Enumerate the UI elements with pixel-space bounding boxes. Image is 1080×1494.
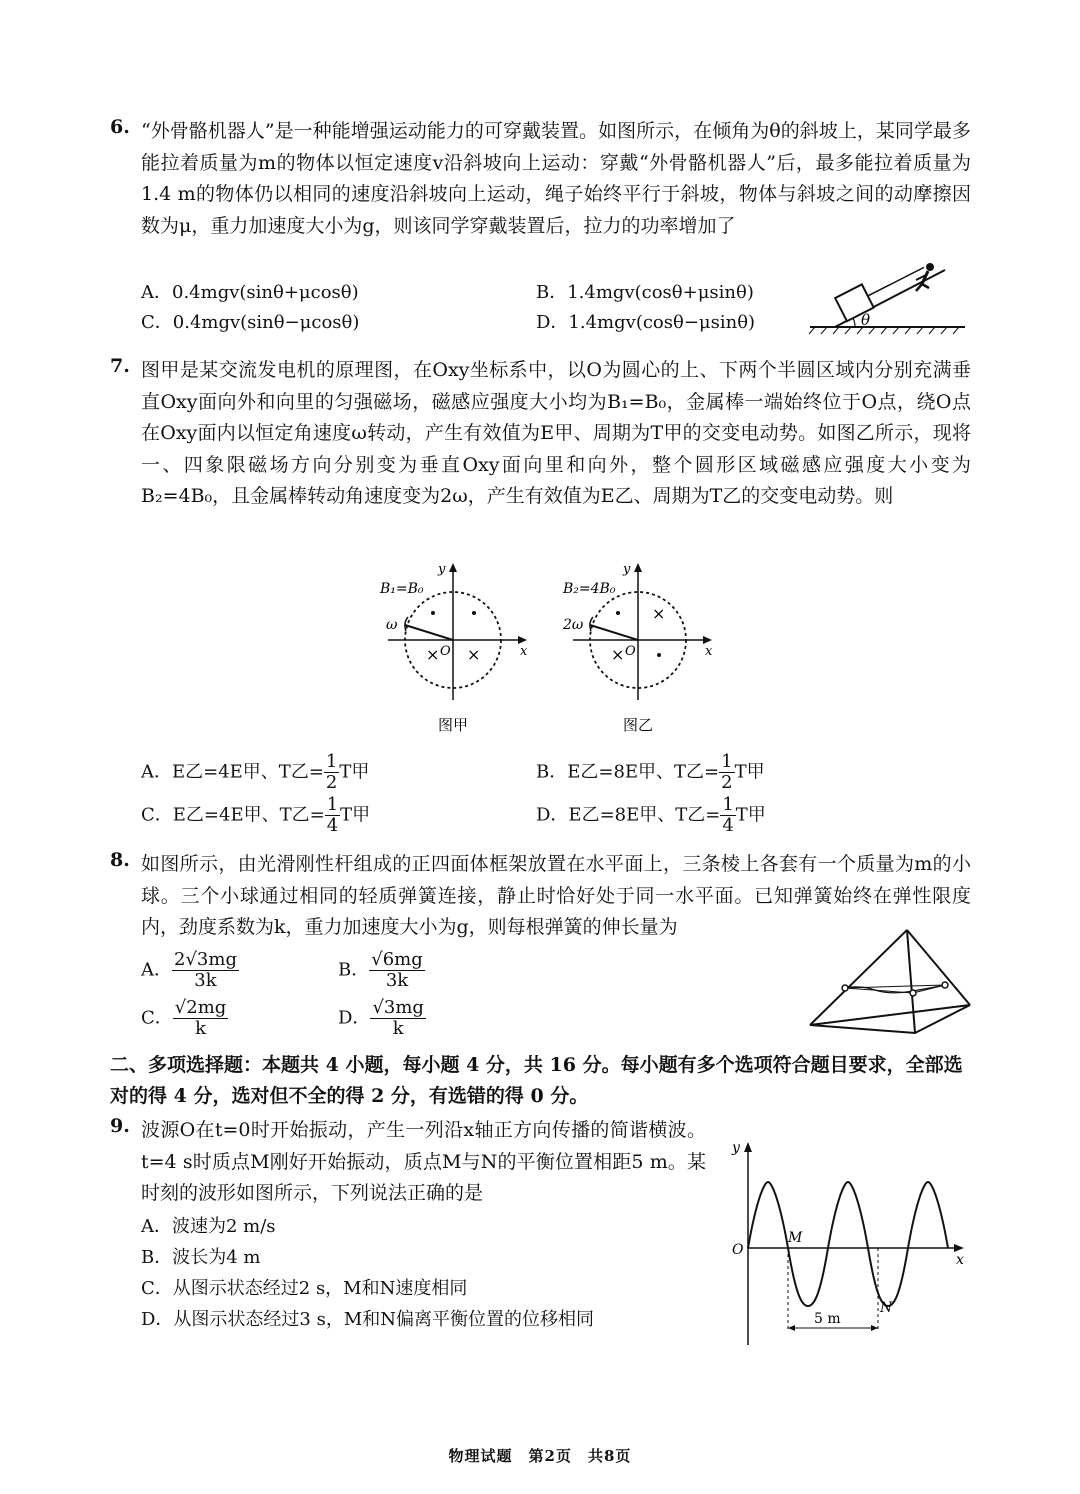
q9-option-b: B．波长为4 m [141,1247,261,1268]
q9-option-a: A．波速为2 m/s [141,1216,276,1237]
q8-tetrahedron-figure [805,925,975,1035]
q6-incline-figure [805,255,970,335]
q8-stem: 如图所示，由光滑刚性杆组成的正四面体框架放置在水平面上，三条棱上各套有一个质量为m的小球。三个小球通过相同的轻质弹簧连接，静止时恰好处于同一水平面。已知弹簧始终在弹性限度内，劲度系数为k，重力加速度大小为g，则每根弹簧的伸长量为 [141,853,971,938]
q7-jia-origin: O [440,644,451,659]
q6-option-a: A．0.4mgv(sinθ+μcosθ) [141,282,359,303]
q9-fig-y: y [732,1140,740,1156]
q7-yi-origin: O [625,644,636,659]
q7-yi-y: y [623,562,631,577]
q7-jia-y: y [438,562,446,577]
q9-fig-distance: 5 m [814,1311,841,1327]
q9-stem: 波源O在t=0时开始振动，产生一列沿x轴正方向传播的简谐横波。t=4 s时质点M刚好开始振动，质点M与N的平衡位置相距5 m。某时刻的波形如图所示，下列说法正确的是 [141,1119,706,1204]
cross-mark: × [611,645,625,664]
q6-option-d: D．1.4mgv(cosθ−μsinθ) [536,312,756,333]
q8-option-d: D． $\frac{√3mg}{k}$ [338,997,424,1039]
q7-option-b: B．E乙=8E甲、T乙= $\frac{1}{2}$ T甲 [536,751,765,793]
q6-option-b: B．1.4mgv(cosθ+μsinθ) [536,282,754,303]
q7-yi-x: x [705,644,713,659]
q9-option-d: D．从图示状态经过3 s，M和N偏离平衡位置的位移相同 [141,1309,595,1330]
q8-option-a: A． $\frac{2√3mg}{3k}$ [141,949,237,991]
q7-yi-omega: 2ω [563,617,584,633]
q8-option-c: C． $\frac{√2mg}{k}$ [141,997,227,1039]
q7-jia-x: x [520,644,528,659]
cross-mark: × [426,645,440,664]
wave-curve [748,1182,948,1306]
q9-option-c: C．从图示状态经过2 s，M和N速度相同 [141,1278,468,1299]
q7-figure-yi [555,555,720,740]
q9-fig-m: M [788,1230,803,1246]
q7-option-a: A．E乙=4E甲、T乙= $\frac{1}{2}$ T甲 [141,751,370,793]
page-footer: 物理试题 第2页 共8页 [448,1447,632,1465]
q6-angle-label: θ [861,311,871,329]
cross-mark: × [467,645,481,664]
q7-option-c: C．E乙=4E甲、T乙= $\frac{1}{4}$ T甲 [141,794,371,836]
q6-number: 6. [110,116,130,138]
q6-option-c: C．0.4mgv(sinθ−μcosθ) [141,312,360,333]
section2-heading: 二、多项选择题：本题共 4 小题，每小题 4 分，共 16 分。每小题有多个选项符合题目要求，全部选对的得 4 分，选对但不全的得 2 分，有选错的得 0 分。 [110,1054,963,1107]
q9-fig-n: N [880,1300,893,1316]
q9-fig-origin: O [732,1242,744,1258]
q7-jia-field: B₁=B₀ [380,581,424,597]
q8-option-b: B． $\frac{√6mg}{3k}$ [338,949,423,991]
q7-stem: 图甲是某交流发电机的原理图，在Oxy坐标系中，以O为圆心的上、下两个半圆区域内分别充满垂直Oxy面向外和向里的匀强磁场，磁感应强度大小均为B₁=B₀，金属棒一端始终位于O点，绕O点在Oxy面内以恒定角速度ω转动，产生有效值为E甲、周期为T甲的交变电动势。如图乙所示，现将一、四象限磁场方向分别变为垂直Oxy面向里和向外，整个圆形区域磁感应强度大小变为B₂=4B₀，且金属棒转动角速度变为2ω，产生有效值为E乙、周期为T乙的交变电动势。则 [141,359,971,507]
q7-option-d: D．E乙=8E甲、T乙= $\frac{1}{4}$ T甲 [536,794,766,836]
q7-yi-field: B₂=4B₀ [563,581,616,597]
q7-number: 7. [110,355,130,377]
q7-yi-caption: 图乙 [623,716,654,734]
q7-figure-jia [370,555,535,740]
q9-number: 9. [110,1115,130,1137]
q8-number: 8. [110,849,130,871]
q7-jia-caption: 图甲 [438,716,469,734]
q7-jia-omega: ω [386,617,398,633]
q6-stem: “外骨骼机器人”是一种能增强运动能力的可穿戴装置。如图所示，在倾角为θ的斜坡上，某同学最多能拉着质量为m的物体以恒定速度v沿斜坡向上运动：穿戴“外骨骼机器人”后，最多能拉着质量为1.4 m的物体仍以相同的速度沿斜坡向上运动，绳子始终平行于斜坡，物体与斜坡之间的动摩擦因数为μ，重力加速度大小为g，则该同学穿戴装置后，拉力的功率增加了 [141,120,971,237]
q9-wave-figure [728,1130,973,1350]
cross-mark: × [652,604,666,623]
q9-fig-x: x [956,1252,964,1268]
